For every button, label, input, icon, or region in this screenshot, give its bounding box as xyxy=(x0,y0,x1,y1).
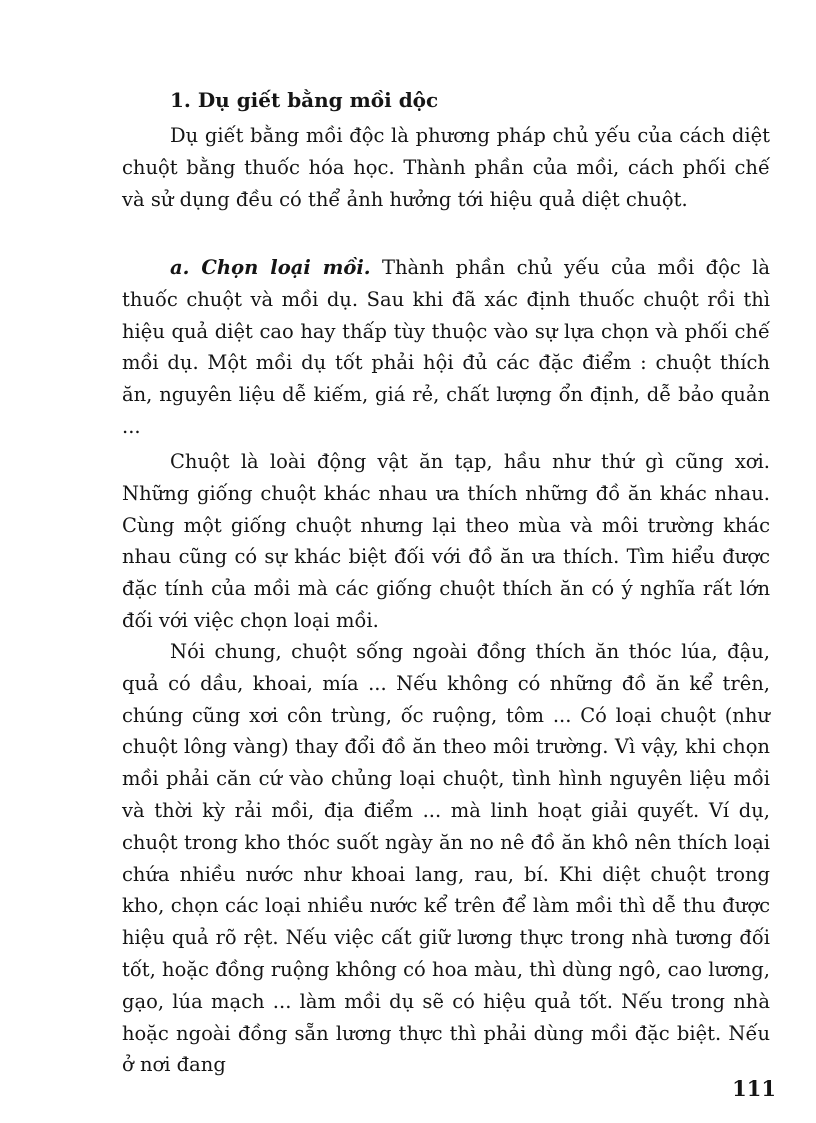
paragraph-choose-bait xyxy=(122,252,770,443)
paragraph-choose-bait-text: Thành phần chủ yếu của mồi độc là thuốc chuột và mồi dụ. Sau khi đã xác định thuốc chuột rồi thì hiệu quả diệt cao hay thấp tùy thuộc vào sự lựa chọn và phối chế mồi dụ. Một mồi dụ tốt phải hội đủ các đặc điểm : chuột thích ăn, nguyên liệu dễ kiếm, giá rẻ, chất lượng ổn định, dễ bảo quản ... xyxy=(122,256,770,438)
section-heading: 1. Dụ giết bằng mồi dộc xyxy=(170,88,439,112)
paragraph-intro: Dụ giết bằng mồi độc là phương pháp chủ yếu của cách diệt chuột bằng thuốc hóa học. Thành phần của mồi, cách phối chế và sử dụng đều có thể ảnh hưởng tới hiệu quả diệt chuột. xyxy=(122,124,770,211)
paragraph-omnivore: Chuột là loài động vật ăn tạp, hầu như thứ gì cũng xơi. Những giống chuột khác nhau ưa thích những đồ ăn khác nhau. Cùng một giống chuột nhưng lại theo mùa và môi trường khác nhau cũng có sự khác biệt đối với đồ ăn ưa thích. Tìm hiểu được đặc tính của mồi mà các giống chuột thích ăn có ý nghĩa rất lớn đối với việc chọn loại mồi. xyxy=(122,450,770,632)
page-number: 111 xyxy=(732,1076,776,1101)
subsection-label: a. Chọn loại mồi. xyxy=(170,256,371,279)
paragraph-field-rats: Nói chung, chuột sống ngoài đồng thích ăn thóc lúa, đậu, quả có dầu, khoai, mía ... Nếu không có những đồ ăn kể trên, chúng cũng xơi côn trùng, ốc ruộng, tôm ... Có loại chuột (như chuột lông vàng) thay đổi đồ ăn theo môi trường. Vì vậy, khi chọn mồi phải căn cứ vào chủng loại chuột, tình hình nguyên liệu mồi và thời kỳ rải mồi, địa điểm ... mà linh hoạt giải quyết. Ví dụ, chuột trong kho thóc suốt ngày ăn no nê đồ ăn khô nên thích loại chứa nhiều nước như khoai lang, rau, bí. Khi diệt chuột trong kho, chọn các loại nhiều nước kể trên để làm mồi thì dễ thu được hiệu quả rõ rệt. Nếu việc cất giữ lương thực trong nhà tương đối tốt, hoặc đồng ruộng không có hoa màu, thì dùng ngô, cao lương, gạo, lúa mạch ... làm mồi dụ sẽ có hiệu quả tốt. Nếu trong nhà hoặc ngoài đồng sẵn lương thực thì phải dùng mồi đặc biệt. Nếu ở nơi đang xyxy=(122,640,770,1077)
